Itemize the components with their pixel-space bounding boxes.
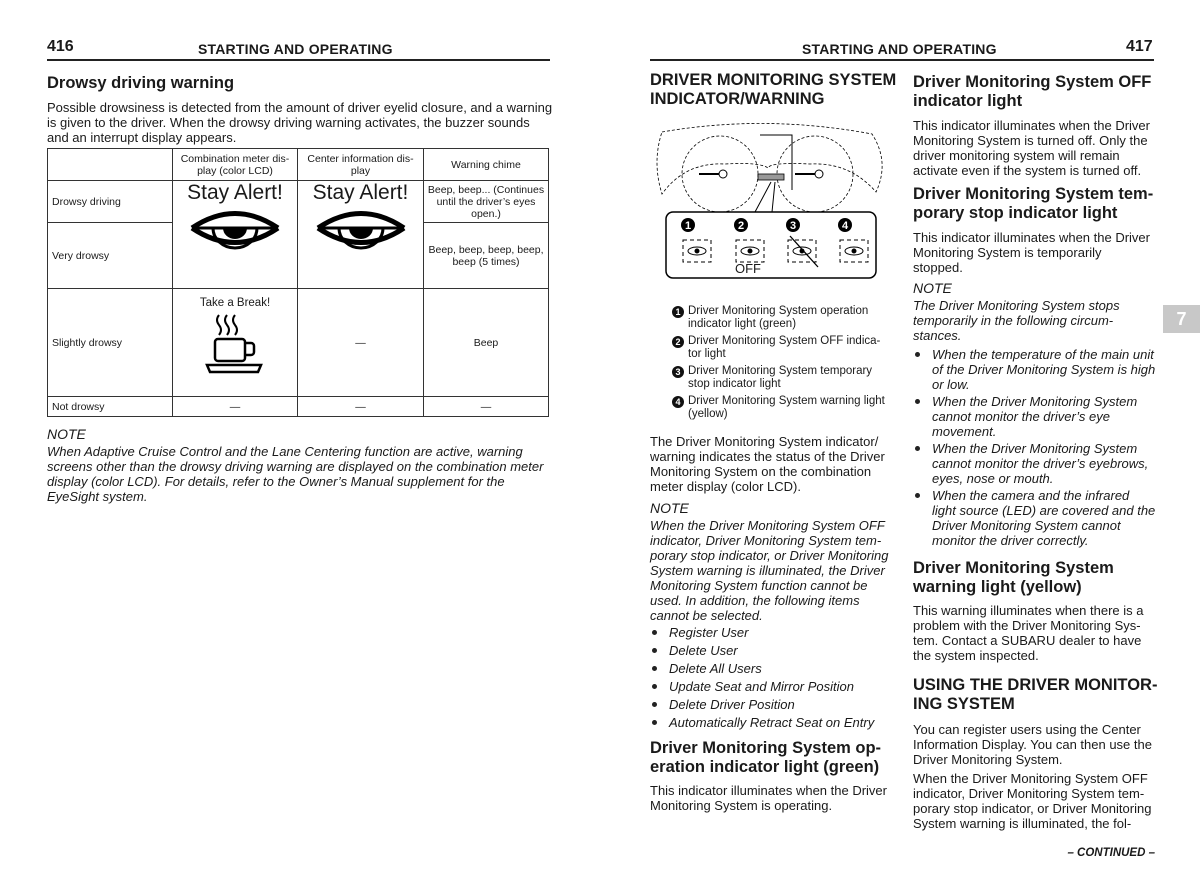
meter-cell: —: [173, 397, 298, 417]
legend-text: Driver Monitoring System temporary stop indicator light: [688, 365, 873, 390]
section-heading: Driver Monitoring System tem- porary stop indicator light: [913, 185, 1154, 222]
drowsy-warning-table: [47, 148, 549, 417]
note-label: NOTE: [47, 426, 86, 442]
table-row: [48, 397, 549, 417]
drowsy-eye-icon: [189, 205, 281, 251]
row-label: Very drowsy: [48, 223, 173, 289]
number-badge: 3: [672, 366, 684, 378]
legend-text: Driver Monitoring System operation indicator light (green): [688, 305, 869, 330]
chime-cell: —: [424, 397, 549, 417]
center-cell: —: [298, 397, 424, 417]
paragraph: When the Driver Monitoring System OFF indicator, Driver Monitoring System tem- porary stop indicator, or Driver Monitoring System warning is illuminated, the fol-: [913, 771, 1152, 831]
row-label: Not drowsy: [48, 397, 173, 417]
row-label: Slightly drowsy: [48, 289, 173, 397]
svg-text:1: 1: [684, 220, 692, 232]
legend-item: [672, 335, 897, 361]
number-badge: 2: [672, 336, 684, 348]
chime-cell: Beep, beep... (Continues until the driver’s eyes open.): [424, 181, 549, 223]
stop-conditions-list: [913, 347, 1163, 548]
paragraph: This indicator illuminates when the Driver Monitoring System is turned off. Only the driver monitoring system will remain activate even if the system is turned off.: [913, 118, 1150, 178]
meter-indicator-diagram: [650, 122, 890, 282]
stay-alert-text: Stay Alert!: [187, 181, 283, 204]
off-label: OFF: [735, 261, 761, 276]
meter-take-break: [173, 289, 298, 397]
running-head-left: STARTING AND OPERATING: [198, 41, 393, 57]
list-item: Automatically Retract Seat on Entry: [650, 715, 895, 730]
svg-text:2: 2: [737, 220, 745, 232]
legend-item: [672, 305, 897, 331]
running-head-right: STARTING AND OPERATING: [802, 41, 997, 57]
note-label: NOTE: [913, 280, 952, 296]
meter-stay-alert: [173, 181, 298, 289]
legend-item: [672, 395, 897, 421]
header-rule: [650, 59, 1154, 61]
note-label: NOTE: [650, 500, 689, 516]
paragraph: You can register users using the Center Information Display. You can then use the Driver Monitoring System.: [913, 722, 1152, 767]
list-item: Delete User: [650, 643, 895, 658]
list-item: When the Driver Monitoring System cannot monitor the driver’s eyebrows, eyes, nose or mouth.: [913, 441, 1163, 486]
svg-text:3: 3: [789, 220, 797, 232]
table-header-empty: [48, 149, 173, 181]
list-item: Delete All Users: [650, 661, 895, 676]
section-heading: Drowsy driving warning: [47, 74, 235, 92]
table-header: Center information dis- play: [298, 149, 424, 181]
drowsy-eye-icon: [315, 205, 407, 251]
chime-cell: Beep, beep, beep, beep, beep (5 times): [424, 223, 549, 289]
legend-text: Driver Monitoring System warning light (yellow): [688, 395, 885, 420]
list-item: When the temperature of the main unit of the Driver Monitoring System is high or low.: [913, 347, 1163, 392]
coffee-cup-icon: [205, 313, 265, 375]
table-row: [48, 181, 549, 223]
page-number-left: 416: [47, 38, 74, 55]
section-heading: Driver Monitoring System op- eration indicator light (green): [650, 739, 882, 776]
unselectable-items-list: [650, 625, 895, 730]
list-item: When the Driver Monitoring System cannot monitor the driver’s eye movement.: [913, 394, 1163, 439]
note-text: When the Driver Monitoring System OFF indicator, Driver Monitoring System tem- porary stop indicator, or Driver Monitoring System warning is illuminated, the Driver Monitoring System function cannot be used. In addition, the following items cannot be selected.: [650, 518, 889, 623]
chapter-tab: 7: [1163, 305, 1200, 333]
page-number-right: 417: [1126, 38, 1153, 55]
intro-paragraph: Possible drowsiness is detected from the amount of driver eyelid closure, and a warning is given to the driver. When the drowsy driving warning activates, the buzzer sounds and an interrupt display appears.: [47, 100, 553, 145]
list-item: Delete Driver Position: [650, 697, 895, 712]
section-heading: Driver Monitoring System warning light (yellow): [913, 559, 1114, 596]
table-header: Warning chime: [424, 149, 549, 181]
list-item: When the camera and the infrared light source (LED) are covered and the Driver Monitoring System cannot monitor the driver correctly.: [913, 488, 1163, 548]
section-heading: USING THE DRIVER MONITOR- ING SYSTEM: [913, 676, 1158, 713]
note-text: When Adaptive Cruise Control and the Lane Centering function are active, warning screens other than the drowsy driving warning are displayed on the combination meter display (color LCD). For details, refer to the Owner’s Manual supplement for the EyeSight system.: [47, 444, 544, 504]
paragraph: This warning illuminates when there is a problem with the Driver Monitoring Sys- tem. Contact a SUBARU dealer to have the system inspected.: [913, 603, 1144, 663]
chime-cell: Beep: [424, 289, 549, 397]
table-row: [48, 289, 549, 397]
indicator-legend: [672, 305, 897, 425]
paragraph: This indicator illuminates when the Driver Monitoring System is temporarily stopped.: [913, 230, 1150, 275]
legend-item: [672, 365, 897, 391]
header-rule: [47, 59, 550, 61]
stay-alert-text: Stay Alert!: [312, 181, 409, 204]
paragraph: This indicator illuminates when the Driver Monitoring System is operating.: [650, 783, 887, 813]
number-badge: 4: [672, 396, 684, 408]
continued-label: – CONTINUED –: [1067, 847, 1155, 859]
center-cell: —: [298, 289, 424, 397]
legend-text: Driver Monitoring System OFF indica- tor light: [688, 335, 881, 360]
note-text: The Driver Monitoring System stops temporarily in the following circum- stances.: [913, 298, 1120, 343]
row-label: Drowsy driving: [48, 181, 173, 223]
take-break-text: Take a Break!: [199, 297, 271, 309]
section-heading: DRIVER MONITORING SYSTEM INDICATOR/WARNING: [650, 71, 897, 108]
status-paragraph: The Driver Monitoring System indicator/ warning indicates the status of the Driver Monitoring System on the combination meter display (color LCD).: [650, 434, 885, 494]
table-header: Combination meter dis- play (color LCD): [173, 149, 298, 181]
list-item: Register User: [650, 625, 895, 640]
list-item: Update Seat and Mirror Position: [650, 679, 895, 694]
center-stay-alert: [298, 181, 424, 289]
section-heading: Driver Monitoring System OFF indicator light: [913, 73, 1152, 110]
svg-text:4: 4: [841, 220, 849, 232]
number-badge: 1: [672, 306, 684, 318]
